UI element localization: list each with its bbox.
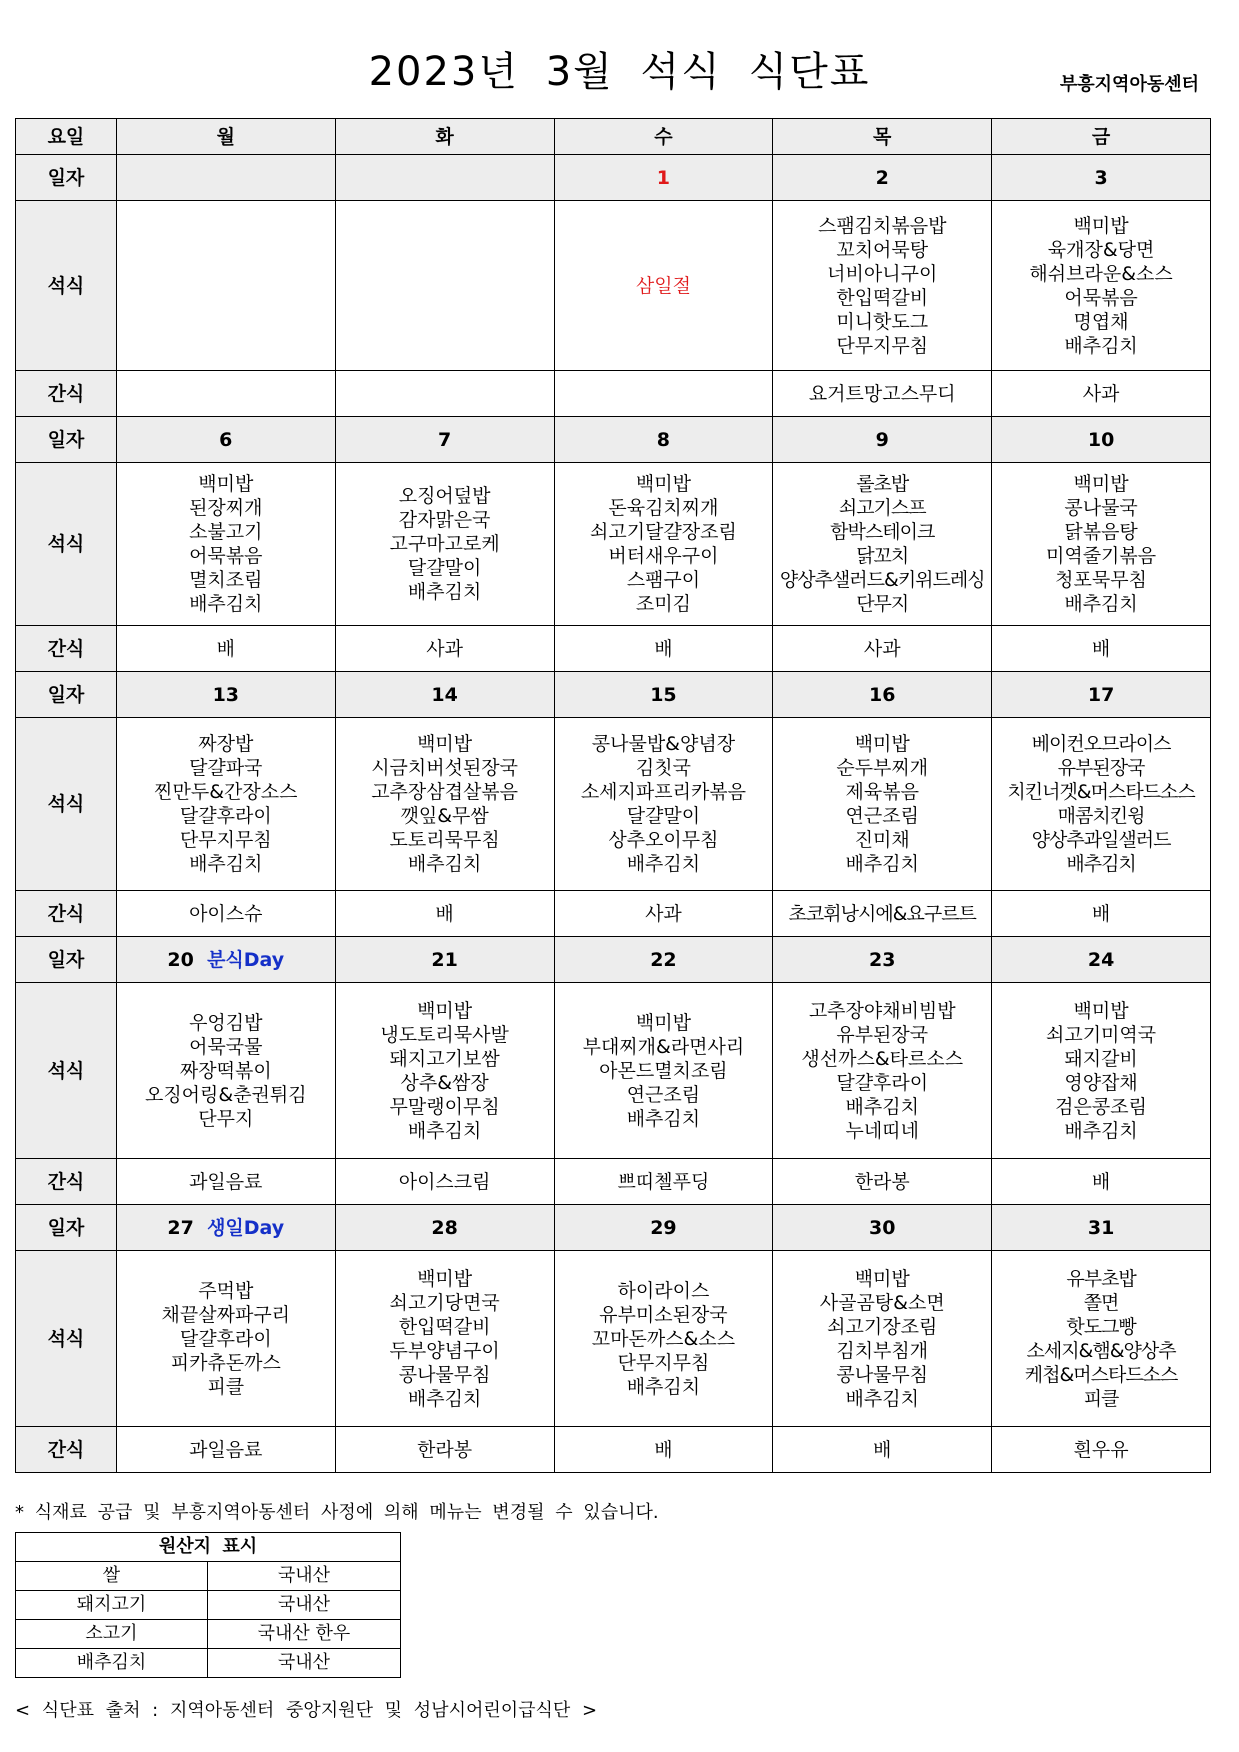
snack-cell: 사과 (335, 626, 554, 672)
dinner-row (16, 718, 1211, 891)
origin-header: 원산지 표시 (16, 1533, 401, 1562)
date-cell-holiday: 1 (554, 155, 773, 201)
date-cell: 14 (335, 672, 554, 718)
date-cell: 30 (773, 1205, 992, 1251)
dinner-cell: 베이컨오므라이스 유부된장국 치킨너겟&머스타드소스 매콤치킨윙 양상추과일샐러드 배추김치 (992, 718, 1211, 891)
dinner-cell (335, 201, 554, 371)
date-cell: 9 (773, 417, 992, 463)
dinner-cell: 백미밥 된장찌개 소불고기 어묵볶음 멸치조림 배추김치 (116, 463, 335, 626)
date-cell: 8 (554, 417, 773, 463)
weekday-wed: 수 (554, 119, 773, 155)
date-cell: 10 (992, 417, 1211, 463)
date-label: 일자 (16, 155, 117, 201)
dinner-label: 석식 (16, 1251, 117, 1427)
date-cell: 6 (116, 417, 335, 463)
snack-row (16, 1427, 1211, 1473)
dinner-cell: 백미밥 쇠고기당면국 한입떡갈비 두부양념구이 콩나물무침 배추김치 (335, 1251, 554, 1427)
snack-label: 간식 (16, 371, 117, 417)
dinner-label: 석식 (16, 718, 117, 891)
snack-cell: 사과 (773, 626, 992, 672)
snack-cell: 한라봉 (773, 1159, 992, 1205)
date-cell: 22 (554, 937, 773, 983)
dinner-row (16, 1251, 1211, 1427)
date-cell: 17 (992, 672, 1211, 718)
date-cell (116, 1205, 335, 1251)
snack-label: 간식 (16, 1427, 117, 1473)
snack-cell: 배 (116, 626, 335, 672)
date-label: 일자 (16, 417, 117, 463)
dinner-cell: 우엉김밥 어묵국물 짜장떡볶이 오징어링&춘권튀김 단무지 (116, 983, 335, 1159)
snack-row (16, 371, 1211, 417)
dinner-cell: 백미밥 육개장&당면 해쉬브라운&소스 어묵볶음 명엽채 배추김치 (992, 201, 1211, 371)
dinner-cell: 고추장야채비빔밥 유부된장국 생선까스&타르소스 달걀후라이 배추김치 누네띠네 (773, 983, 992, 1159)
dinner-cell: 백미밥 냉도토리묵사발 돼지고기보쌈 상추&쌈장 무말랭이무침 배추김치 (335, 983, 554, 1159)
weekday-header-row (16, 119, 1211, 155)
date-row (16, 672, 1211, 718)
weekday-thu: 목 (773, 119, 992, 155)
snack-cell: 흰우유 (992, 1427, 1211, 1473)
holiday-cell: 삼일절 (554, 201, 773, 371)
theme-day-tag: 생일Day (207, 1216, 285, 1239)
date-label: 일자 (16, 1205, 117, 1251)
dinner-cell: 콩나물밥&양념장 김칫국 소세지파프리카볶음 달걀말이 상추오이무침 배추김치 (554, 718, 773, 891)
theme-day-tag: 분식Day (207, 948, 285, 971)
menu-table (15, 118, 1211, 1473)
date-cell: 28 (335, 1205, 554, 1251)
dinner-label: 석식 (16, 463, 117, 626)
snack-cell: 배 (554, 1427, 773, 1473)
snack-cell: 요거트망고스무디 (773, 371, 992, 417)
origin-item: 소고기 (16, 1620, 208, 1649)
snack-label: 간식 (16, 626, 117, 672)
dinner-cell: 백미밥 콩나물국 닭볶음탕 미역줄기볶음 청포묵무침 배추김치 (992, 463, 1211, 626)
snack-row (16, 891, 1211, 937)
origin-value: 국내산 (208, 1591, 401, 1620)
dinner-cell: 유부초밥 쫄면 핫도그빵 소세지&햄&양상추 케첩&머스타드소스 피클 (992, 1251, 1211, 1427)
date-row (16, 1205, 1211, 1251)
snack-cell: 과일음료 (116, 1159, 335, 1205)
origin-value: 국내산 (208, 1562, 401, 1591)
dinner-label: 석식 (16, 201, 117, 371)
date-cell: 3 (992, 155, 1211, 201)
snack-cell (116, 371, 335, 417)
date-number: 20 (167, 948, 194, 971)
date-row (16, 937, 1211, 983)
dinner-label: 석식 (16, 983, 117, 1159)
snack-cell: 배 (554, 626, 773, 672)
snack-cell: 배 (335, 891, 554, 937)
snack-cell: 배 (992, 1159, 1211, 1205)
dinner-cell: 롤초밥 쇠고기스프 함박스테이크 닭꼬치 양상추샐러드&키위드레싱 단무지 (773, 463, 992, 626)
snack-cell (335, 371, 554, 417)
day-label: 요일 (16, 119, 117, 155)
dinner-cell: 백미밥 쇠고기미역국 돼지갈비 영양잡채 검은콩조림 배추김치 (992, 983, 1211, 1159)
snack-cell: 쁘띠첼푸딩 (554, 1159, 773, 1205)
date-cell: 15 (554, 672, 773, 718)
dinner-cell: 백미밥 순두부찌개 제육볶음 연근조림 진미채 배추김치 (773, 718, 992, 891)
origin-value: 국내산 (208, 1649, 401, 1678)
dinner-row (16, 463, 1211, 626)
snack-label: 간식 (16, 1159, 117, 1205)
change-notice: * 식재료 공급 및 부흥지역아동센터 사정에 의해 메뉴는 변경될 수 있습니다. (15, 1502, 659, 1523)
date-cell (116, 155, 335, 201)
snack-cell: 아이스크림 (335, 1159, 554, 1205)
date-cell: 23 (773, 937, 992, 983)
dinner-row (16, 983, 1211, 1159)
origin-item: 쌀 (16, 1562, 208, 1591)
snack-row (16, 626, 1211, 672)
date-cell (335, 155, 554, 201)
date-number: 27 (167, 1216, 194, 1239)
dinner-row (16, 201, 1211, 371)
weekday-tue: 화 (335, 119, 554, 155)
weekday-mon: 월 (116, 119, 335, 155)
date-label: 일자 (16, 937, 117, 983)
dinner-cell: 하이라이스 유부미소된장국 꼬마돈까스&소스 단무지무침 배추김치 (554, 1251, 773, 1427)
dinner-cell: 백미밥 돈육김치찌개 쇠고기달걀장조림 버터새우구이 스팸구이 조미김 (554, 463, 773, 626)
date-row (16, 155, 1211, 201)
snack-cell: 사과 (554, 891, 773, 937)
date-cell: 31 (992, 1205, 1211, 1251)
date-row (16, 417, 1211, 463)
date-cell: 21 (335, 937, 554, 983)
dinner-cell: 주먹밥 채끝살짜파구리 달걀후라이 피카츄돈까스 피클 (116, 1251, 335, 1427)
date-cell: 29 (554, 1205, 773, 1251)
weekday-fri: 금 (992, 119, 1211, 155)
dinner-cell: 백미밥 사골곰탕&소면 쇠고기장조림 김치부침개 콩나물무침 배추김치 (773, 1251, 992, 1427)
origin-item: 돼지고기 (16, 1591, 208, 1620)
origin-value: 국내산 한우 (208, 1620, 401, 1649)
snack-cell: 한라봉 (335, 1427, 554, 1473)
origin-table (15, 1532, 401, 1678)
snack-cell: 배 (773, 1427, 992, 1473)
dinner-cell: 스팸김치볶음밥 꼬치어묵탕 너비아니구이 한입떡갈비 미니핫도그 단무지무침 (773, 201, 992, 371)
date-cell (116, 937, 335, 983)
snack-row (16, 1159, 1211, 1205)
dinner-cell: 백미밥 부대찌개&라면사리 아몬드멸치조림 연근조림 배추김치 (554, 983, 773, 1159)
snack-label: 간식 (16, 891, 117, 937)
date-cell: 16 (773, 672, 992, 718)
dinner-cell: 백미밥 시금치버섯된장국 고추장삼겹살볶음 깻잎&무쌈 도토리묵무침 배추김치 (335, 718, 554, 891)
snack-cell (554, 371, 773, 417)
date-label: 일자 (16, 672, 117, 718)
snack-cell: 배 (992, 891, 1211, 937)
origin-item: 배추김치 (16, 1649, 208, 1678)
snack-cell: 과일음료 (116, 1427, 335, 1473)
date-cell: 13 (116, 672, 335, 718)
dinner-cell: 짜장밥 달걀파국 찐만두&간장소스 달걀후라이 단무지무침 배추김치 (116, 718, 335, 891)
dinner-cell: 오징어덮밥 감자맑은국 고구마고로케 달걀말이 배추김치 (335, 463, 554, 626)
date-cell: 2 (773, 155, 992, 201)
menu-source: < 식단표 출처 : 지역아동센터 중앙지원단 및 성남시어린이급식단 > (15, 1700, 598, 1721)
date-cell: 7 (335, 417, 554, 463)
snack-cell: 초코휘낭시에&요구르트 (773, 891, 992, 937)
page-title: 2023년 3월 석식 식단표 (368, 49, 871, 95)
center-name: 부흥지역아동센터 (1059, 74, 1199, 95)
dinner-cell (116, 201, 335, 371)
snack-cell: 사과 (992, 371, 1211, 417)
snack-cell: 배 (992, 626, 1211, 672)
date-cell: 24 (992, 937, 1211, 983)
snack-cell: 아이스슈 (116, 891, 335, 937)
